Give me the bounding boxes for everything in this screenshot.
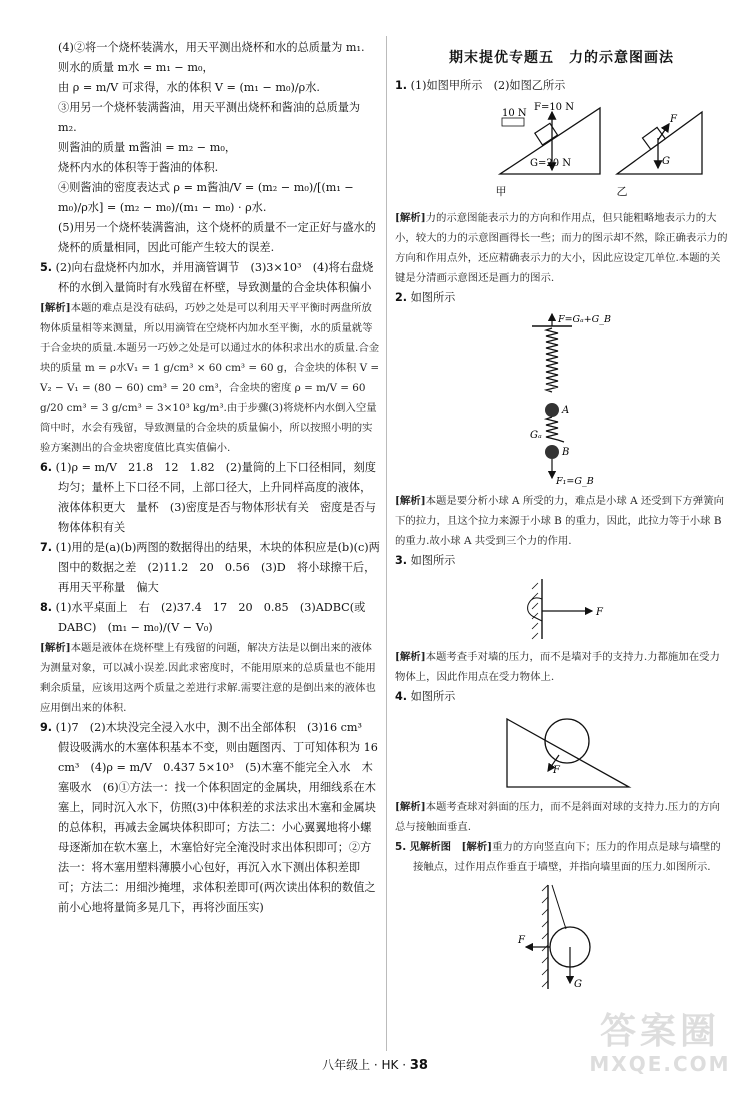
analysis-text: 力的示意图能表示力的方向和作用点，但只能粗略地表示力的大小，较大的力的示意图画得长一些；而力的图示却不然，除正确表示力的方向和作用点外，还应精确表示力的大小，因此应设定兀单位.本题的关键是分清画示意图还是画力的图示. xyxy=(395,212,728,284)
figure-4 xyxy=(395,711,728,793)
watermark xyxy=(580,1012,740,1082)
hand xyxy=(527,598,541,621)
question-number: 5. xyxy=(395,841,407,853)
paragraph-text: ③用另一个烧杯装满酱油，用天平测出烧杯和酱油的总质量为 m₂. xyxy=(58,101,361,134)
analysis-text: 本题考查球对斜面的压力，而不是斜面对球的支持力.压力的方向总与接触面垂直. xyxy=(395,801,720,833)
force-label-a: F=10 N xyxy=(533,102,574,113)
paragraph-text: (1)水平桌面上 右 (2)37.4 17 20 0.85 (3)ADBC(或DABC) (m₁ − m₀)/(V − V₀) xyxy=(55,601,366,634)
caption-b: 乙 xyxy=(616,185,628,198)
analysis-tag: [解析] xyxy=(40,642,71,654)
upper-spring xyxy=(546,328,558,392)
analysis-4 xyxy=(395,797,728,837)
paragraph-text: (1)用的是(a)(b)两图的数据得出的结果，木块的体积应是(b)(c)两图中的数据之差 (2)11.2 20 0.56 (3)D 将小球擦干后，再用天平称量 偏大 xyxy=(55,541,380,594)
analysis-text: 重力的方向竖直向下；压力的作用点是球与墙壁的接触点，过作用点作垂直于墙壁，并指向墙里面的压力.如图所示. xyxy=(413,841,721,873)
paragraph-text: (4)②将一个烧杯装满水，用天平测出烧杯和水的总质量为 m₁. xyxy=(58,41,365,54)
scale-label: 10 N xyxy=(501,108,527,119)
question-number: 1. xyxy=(395,79,408,92)
block-b xyxy=(642,127,665,149)
left-column xyxy=(40,38,380,918)
paragraph-text: ④则酱油的密度表达式 ρ = m酱油/V = (m₂ − m₀)/[(m₁ − m₀)/ρ水] = (m₂ − m₀)/(m₁ − m₀) · ρ水. xyxy=(58,181,354,214)
hand-wall-diagram xyxy=(492,575,632,643)
incline xyxy=(507,719,629,787)
force-label: F xyxy=(595,607,603,618)
analysis-tag: [解析] xyxy=(395,495,426,507)
bottom-force-label: F₁=G_B xyxy=(555,476,594,487)
paragraph-text: (1)ρ = m/V 21.8 12 1.82 (2)量筒的上下口径相同，刻度均匀；量杯上下口径不同，上部口径大，上升同样高度的液体，液体体积更大 量杯 (3)密度是否与物体形状有关 密度是否与物体体积有关 xyxy=(55,461,376,534)
grade-label: 八年级上 · HK · xyxy=(322,1058,410,1072)
left-paragraph xyxy=(40,58,380,78)
paragraph-text: (5)用另一个烧杯装满酱油，这个烧杯的质量不一定正好与盛水的烧杯的质量相同，因此可能产生较大的误差. xyxy=(58,221,376,254)
answer-text: (1)如图甲所示 (2)如图乙所示 xyxy=(410,79,566,92)
analysis-3 xyxy=(395,647,728,687)
wall-hatch xyxy=(542,885,548,987)
left-paragraph xyxy=(40,78,380,98)
answer-text: 如图所示 xyxy=(410,291,456,304)
left-paragraph xyxy=(40,598,380,638)
answer-3 xyxy=(395,551,728,571)
left-paragraph xyxy=(40,38,380,58)
ball-a-label: A xyxy=(561,405,569,416)
string xyxy=(552,885,566,929)
question-number: 2. xyxy=(395,291,408,304)
ball xyxy=(545,719,589,763)
left-paragraph xyxy=(40,458,380,538)
gravity-a-label: Gₐ xyxy=(529,430,542,441)
answer-1 xyxy=(395,76,728,96)
paragraph-text: 烧杯内水的体积等于酱油的体积. xyxy=(58,161,219,174)
question-number: 3. xyxy=(395,554,408,567)
left-paragraph xyxy=(40,638,380,718)
paragraph-text: 则酱油的质量 m酱油 = m₂ − m₀， xyxy=(58,141,237,154)
analysis-tag: [解析] xyxy=(395,801,426,813)
analysis-2 xyxy=(395,491,728,551)
right-column xyxy=(395,38,728,997)
left-paragraph xyxy=(40,258,380,298)
figure-3 xyxy=(395,575,728,643)
ball-a xyxy=(545,403,559,417)
answer-text: 如图所示 xyxy=(410,554,456,567)
column-divider xyxy=(386,36,387,1051)
figure-2 xyxy=(395,312,728,487)
gravity-label-b: G xyxy=(661,156,670,167)
paragraph-text: 则水的质量 m水 = m₁ − m₀， xyxy=(58,61,214,74)
block-a xyxy=(534,123,557,145)
question-number: 8. xyxy=(40,601,53,614)
section-title: 期末提优专题五 力的示意图画法 xyxy=(449,50,674,66)
ball-incline-diagram xyxy=(487,711,637,793)
wall-hatch xyxy=(532,583,538,639)
caption-a: 甲 xyxy=(495,185,507,198)
question-number: 5. xyxy=(40,261,53,274)
analysis-tag: [解析] xyxy=(395,651,426,663)
left-paragraph xyxy=(40,538,380,598)
figure-1-captions xyxy=(395,182,728,202)
answer-4 xyxy=(395,687,728,707)
figure-5 xyxy=(395,881,728,993)
left-paragraph xyxy=(40,138,380,158)
left-paragraph xyxy=(40,718,380,918)
analysis-tag: 见解析图 [解析] xyxy=(409,841,493,853)
answer-5 xyxy=(395,837,728,877)
paragraph-text: (2)向右盘烧杯内加水，并用滴管调节 (3)3×10³ (4)将右盘烧杯的水倒入量筒时有水残留在杯壁，导致测量的合金块体积偏小 xyxy=(55,261,374,294)
left-paragraph xyxy=(40,158,380,178)
paragraph-text: 本题的难点是没有砝码，巧妙之处是可以利用天平平衡时两盘所放物体质量相等来测量，所以用滴管在空烧杯内加水至平衡，水的质量就等于合金块的质量.本题另一巧妙之处是可以通过水的体积求出水的质量.合金块的质量 m = ρ水V₁ = 1 g/cm³ × 60 cm³ = 60 g，合金块的体积 V = V₂ − V₁ = (80 − 60) cm³ = 20 cm³，合金块的密度 ρ = m/V = 60 g/20 cm³ = 3 g/cm³ = 3×10³ kg/m³.由于步骤(3)将烧杯内水倒入空量筒中时，水会有残留，导致测量的合金块的质量偏小，所以按照小明的实验方案测出的合金块密度值比真实值偏小. xyxy=(40,302,380,454)
question-number: 7. xyxy=(40,541,53,554)
ball-b-label: B xyxy=(561,447,569,458)
left-paragraph xyxy=(40,218,380,258)
answer-2 xyxy=(395,288,728,308)
gravity-label: G xyxy=(573,979,582,990)
left-paragraph xyxy=(40,298,380,458)
paragraph-text: 由 ρ = m/V 可求得，水的体积 V = (m₁ − m₀)/ρ水. xyxy=(58,81,320,94)
analysis-text: 本题考查手对墙的压力，而不是墙对手的支持力.力都施加在受力物体上，因此作用点在受力物体上. xyxy=(395,651,720,683)
question-number: 6. xyxy=(40,461,53,474)
page-number: 38 xyxy=(409,1058,428,1073)
left-paragraph xyxy=(40,98,380,138)
analysis-tag: [解析] xyxy=(40,302,71,314)
gravity-label-a: G=20 N xyxy=(529,158,571,169)
lower-spring xyxy=(546,417,564,442)
answer-text: 如图所示 xyxy=(410,690,456,703)
question-number: 4. xyxy=(395,690,408,703)
analysis-tag: [解析] xyxy=(395,212,426,224)
spring-ball-diagram xyxy=(482,312,642,487)
watermark-url: MXQE.COM xyxy=(589,1052,731,1076)
force-label: F xyxy=(552,765,560,776)
watermark-text: 答案圈 xyxy=(599,1011,720,1052)
force-label: F xyxy=(517,935,525,946)
paragraph-text: 本题是液体在烧杯壁上有残留的问题，解决方法是以倒出来的液体为测量对象，可以减小误差.因此求密度时，不能用原来的总质量也不能用剩余质量，应该用这两个质量之差进行求解.需要注意的是倒出来的液体也应用倒出来的体积. xyxy=(40,642,376,714)
force-label-b: F xyxy=(669,114,677,125)
top-force-label: F=Gₐ+G_B xyxy=(557,314,611,325)
analysis-text: 本题是要分析小球 A 所受的力，难点是小球 A 还受到下方弹簧向下的拉力，且这个拉力来源于小球 B 的重力，因此，此拉力等于小球 B 的重力.故小球 A 共受到三个力的作用. xyxy=(395,495,724,547)
question-number: 9. xyxy=(40,721,53,734)
ball-b xyxy=(545,445,559,459)
analysis-1 xyxy=(395,208,728,288)
ball-wall-diagram xyxy=(492,881,632,993)
left-paragraph xyxy=(40,178,380,218)
incline-force-diagrams xyxy=(412,100,712,182)
paragraph-text: (1)7 (2)木块没完全浸入水中，测不出全部体积 (3)16 cm³ 假设吸满水的木塞体积基本不变，则由题图丙、丁可知体积为 16 cm³ (4)ρ = m/V 0.437 5×10³ (5)木塞不能完全入水 木塞吸水 (6)①方法一：找一个体积固定的金属块，用细线系在木塞上，同时沉入水下，仿照(3)中体积差的求法求出木塞和金属块的总体积，再减去金属块体积即可；方法二：小心翼翼地将小螺母逐渐加在软木塞上，木塞恰好完全淹没时求出体积即可；②方法一：将木塞用塑料薄膜小心包好，再沉入水下测出体积差即可；方法二：用细沙掩埋，求体积差即可(两次读出体积的数值之前小心地将量筒多晃几下，再将沙面压实) xyxy=(55,721,378,914)
figure-1 xyxy=(395,100,728,182)
scale-bar xyxy=(502,118,524,126)
